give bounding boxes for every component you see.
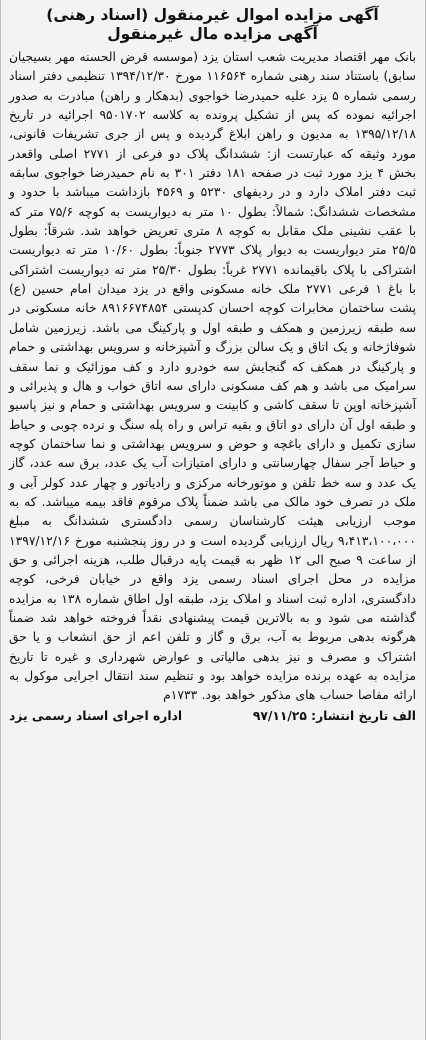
issuing-office: اداره اجرای اسناد رسمی یزد — [9, 708, 183, 723]
publish-date: الف تاریخ انتشار: ۹۷/۱۱/۲۵ — [252, 708, 416, 723]
notice-title: آگهی مزایده اموال غیرمنقول (اسناد رهنی) — [46, 6, 379, 24]
notice-subtitle: آگهی مزایده مال غیرمنقول — [107, 25, 318, 43]
notice-body: بانک مهر اقتصاد مدیریت شعب استان یزد (موسسه قرض الحسنه مهر بسیجیان سابق) باستناد سند رهنی شماره ۱۱۶۵۶۴ مورخ ۱۳۹۴/۱۲/۳۰ تنظیمی دفتر اسناد رسمی شماره ۵ یزد علیه حمیدرضا خواجوی (بدهکار و راهن) مبادرت به صدور اجرائیه نموده که پس از تشکیل پرونده به کلاسه ۹۵۰۱۷۰۲ اجرائیه در تاریخ ۱۳۹۵/۱۲/۱۸ به مدیون و راهن ابلاغ گردیده و پس از جری تشریفات قانونی، مورد وثیقه که عبارتست از: ششدانگ پلاک دو فرعی از ۲۷۷۱ اصلی واقعدر بخش ۴ یزد مورد ثبت در صفحه ۱۸۱ دفتر ۳۰۱ به نام حمیدرضا خواجوی سابقه ثبت دفتر املاک دارد و در ردیفهای ۵۲۳۰ و ۴۵۶۹ بازداشت میباشد با حدود و مشخصات ششدانگ: شمالاً: بطول ۱۰ متر به دیواریست به کوچه ۷۵/۶ متر که با عقب نشینی ملک مقابل به کوچه ۸ متری تعریض خواهد شد. شرقاً: بطول ۲۵/۵ متر دیواریست به دیوار پلاک ۲۷۷۳ جنوباً: بطول ۱۰/۶۰ متر ته دیواریست اشتراکی با پلاک باقیمانده ۲۷۷۱ غرباً: بطول ۲۵/۳۰ متر ته دیواریست اشتراکی با باغ ۱ فرعی ۲۷۷۱ ملک خانه مسکونی واقع در یزد میدان امام حسین (ع) پشت ساختمان مخابرات کوچه احسان کدپستی ۸۹۱۶۶۷۴۸۵۴ خانه مسکونی در سه طبقه زیرزمین و همکف و طبقه اول و پارکینگ می باشد. زیرزمین شامل شوفاژخانه و یک اتاق و یک سالن بزرگ و آشپزخانه و سرویس بهداشتی و حمام و پارکینگ در همکف که گنجایش سه خودرو دارد و کف موزائیک و نما سقف سرامیک می باشد و هم کف مسکونی دارای سه اتاق خواب و هال و پذیرائی و آشپزخانه اوپن تا سقف کاشی و کابینت و سرویس بهداشتی و حمام و نیز پاسیو و طبقه اول آن دارای دو اتاق و بقیه تراس و راه پله سنگ و نرده چوبی و حیاط سازی تکمیل و دارای باغچه و حوض و سرویس بهداشتی و نما ساختمان کوچه و حیاط آجر سفال چهارسانتی و دارای امتیازات آب یک عدد، برق سه عدد، گاز یک عدد و سه خط تلفن و موتورخانه مرکزی و رادیاتور و چهار عدد کولر آبی و ملک در تصرف خود مالک می باشد ضمناً پلاک مرقوم فاقد بیمه میباشد. که به موجب ارزیابی هیئت کارشناسان رسمی دادگستری ششدانگ به مبلغ ۹،۴۱۳،۱۰۰،۰۰۰ ریال ارزیابی گردیده است و در روز پنجشنبه مورخ ۱۳۹۷/۱۲/۱۶ از ساعت ۹ صبح الی ۱۲ ظهر به قیمت پایه درقبال طلب، هزینه اجرائی و حق مزایده در محل اجرای اسناد رسمی یزد واقع در خیابان فرخی، کوچه دادگستری، اداره ثبت اسناد و املاک یزد، طبقه اول اطاق شماره ۱۳۸ به مزایده گذاشته می شود و به بالاترین قیمت پیشنهادی نقداً فروخته خواهد شد ضمناً هرگونه بدهی مربوط به آب، برق و گاز و تلفن اعم از حق انشعاب و یا حق اشتراک و مصرف و نیز بدهی مالیاتی و عوارض شهرداری و غیره تا تاریخ مزایده به عهده برنده مزایده خواهد بود و تنظیم سند انتقال اجرایی موکول به ارائه مفاصا حساب های مذکور خواهد بود. ۱۷۳۳م — [9, 50, 417, 703]
notice-footer — [9, 707, 416, 726]
